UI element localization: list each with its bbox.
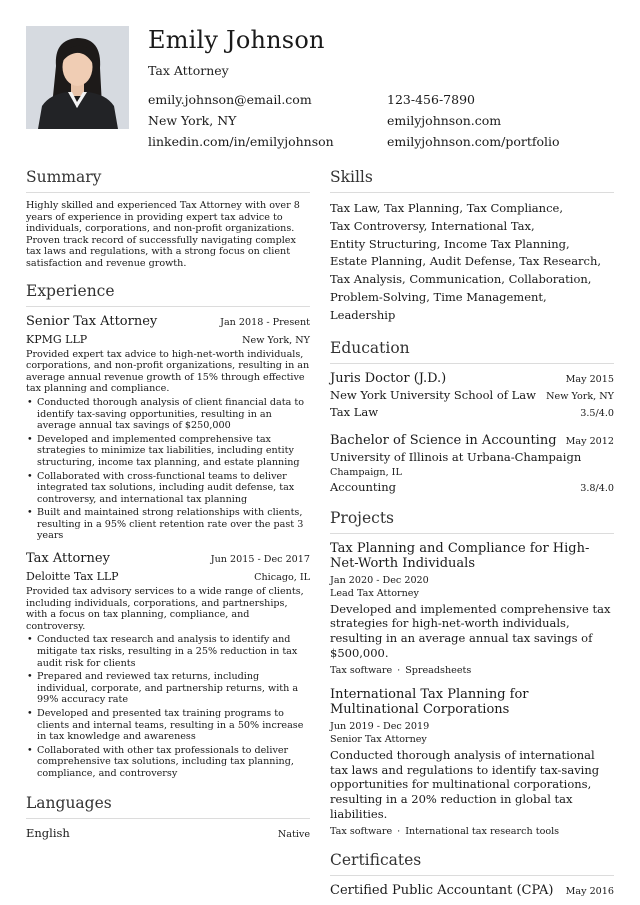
skill-separator: ,: [587, 272, 592, 287]
right-column: [330, 168, 614, 898]
project-role: Lead Tax Attorney: [330, 587, 419, 599]
skill-item: Collaboration: [508, 272, 588, 287]
project-tag: Tax software: [330, 825, 393, 837]
job-bullet: • Collaborated with cross-functional teams to deliver integrated tax solutions, including audit defense, tax controversy, and international tax planning: [26, 471, 310, 506]
education-gpa: 3.5/4.0: [580, 407, 614, 419]
education-degree: Bachelor of Science in Accounting: [330, 432, 557, 448]
education-location: New York, NY: [546, 390, 614, 402]
language-name: English: [26, 825, 70, 840]
phone-number[interactable]: 123-456-7890: [387, 92, 475, 107]
skills-heading: Skills: [330, 168, 614, 193]
certificate-row: [330, 883, 614, 898]
project-tag: International tax research tools: [405, 825, 560, 837]
portfolio-link[interactable]: emilyjohnson.com/portfolio: [387, 134, 560, 149]
job-bullet: • Developed and presented tax training programs to clients and internal teams, resulting in a 50% increase in tax knowledge and awareness: [26, 708, 310, 743]
project-description: Developed and implemented comprehensive tax strategies for high-net-worth individuals, resulting in an average annual tax savings of $500,000.: [330, 601, 611, 660]
candidate-name: Emily Johnson: [148, 26, 325, 54]
project-dates: Jan 2020 - Dec 2020: [330, 574, 429, 586]
skill-separator: ,: [597, 254, 602, 269]
skill-item: Entity Structuring: [330, 236, 437, 251]
job-bullet: • Collaborated with other tax professionals to deliver comprehensive tax solutions, including tax planning, compliance, and controversy: [26, 745, 310, 780]
skill-separator: ,: [376, 201, 385, 215]
job-bullets: [26, 634, 310, 779]
skill-separator: ,: [402, 272, 410, 287]
skill-item: Estate Planning: [330, 254, 423, 269]
language-level: Native: [277, 828, 310, 840]
job-company: KPMG LLP: [26, 332, 88, 346]
job-bullet: • Conducted thorough analysis of client financial data to identify tax-saving opportunities, resulting in an average annual tax savings of $250,000: [26, 397, 310, 432]
job-location: New York, NY: [242, 334, 310, 346]
education-date: May 2015: [565, 373, 614, 385]
skill-item: Tax Controversy: [330, 218, 424, 233]
education-heading: Education: [330, 339, 614, 364]
summary-heading: Summary: [26, 168, 310, 193]
skill-item: Communication: [409, 272, 502, 287]
certificates-heading: Certificates: [330, 851, 614, 876]
certificate-name: Certified Public Accountant (CPA): [330, 882, 554, 898]
project-tags: Tax software · International tax research tools: [330, 825, 560, 837]
skill-separator: ,: [531, 218, 535, 233]
job-entry: [26, 314, 310, 543]
profile-photo-illustration: [26, 26, 129, 129]
skill-separator: ,: [559, 201, 563, 215]
profile-photo: [26, 26, 129, 129]
job-company: Deloitte Tax LLP: [26, 570, 119, 584]
skill-separator: ,: [426, 289, 434, 304]
project-description: Conducted thorough analysis of international tax laws and regulations to identify tax-saving opportunities for multinational corporations, resulting in a 20% reduction in global tax liabilities.: [330, 747, 600, 821]
education-gpa: 3.8/4.0: [580, 482, 614, 494]
job-title: Senior Tax Attorney: [26, 313, 158, 329]
job-title: Tax Attorney: [26, 551, 110, 567]
languages-heading: Languages: [26, 794, 310, 819]
education-school: University of Illinois at Urbana-Champaign: [330, 449, 582, 464]
email-link[interactable]: emily.johnson@email.com: [148, 92, 312, 107]
summary-text: Highly skilled and experienced Tax Attorney with over 8 years of experience in providing expert tax advice to individuals, corporations, and non-profit organizations. Proven track record of successfully navigating complex tax laws and regulations, with a strong focus on client satisfaction and revenue growth.: [26, 200, 300, 269]
project-title: Tax Planning and Compliance for High-Net-Worth Individuals: [330, 540, 590, 572]
education-degree: Juris Doctor (J.D.): [330, 370, 447, 386]
job-dates: Jan 2018 - Present: [220, 316, 310, 328]
education-field: Tax Law: [330, 404, 379, 419]
project-tags: Tax software · Spreadsheets: [330, 664, 472, 676]
education-location: Champaign, IL: [330, 466, 402, 478]
skill-item: Leadership: [330, 307, 396, 322]
project-entry: [330, 687, 614, 837]
job-bullets: [26, 397, 310, 542]
project-role: Senior Tax Attorney: [330, 733, 427, 745]
location-text: New York, NY: [148, 113, 237, 128]
skill-item: Tax Compliance: [466, 201, 560, 215]
job-dates: Jun 2015 - Dec 2017: [210, 554, 310, 566]
job-description: Provided expert tax advice to high-net-worth individuals, corporations, and non-profit organizations, resulting in an average annual revenue growth of 15% through effective tax planning and compliance.: [26, 348, 310, 395]
education-field: Accounting: [330, 479, 396, 494]
job-bullet: • Developed and implemented comprehensive tax strategies to minimize tax liabilities, including entity structuring, income tax planning, and estate planning: [26, 434, 310, 469]
skill-item: Tax Analysis: [330, 272, 402, 287]
website-link[interactable]: emilyjohnson.com: [387, 113, 502, 128]
experience-heading: Experience: [26, 282, 310, 307]
education-entry: [330, 371, 614, 420]
job-location: Chicago, IL: [254, 572, 310, 584]
project-title: International Tax Planning for Multinational Corporations: [330, 686, 529, 718]
candidate-role: Tax Attorney: [148, 63, 229, 78]
skill-separator: ,: [423, 218, 431, 233]
project-dates: Jun 2019 - Dec 2019: [330, 720, 430, 732]
skill-separator: ,: [501, 272, 509, 287]
project-tag: Spreadsheets: [405, 664, 472, 676]
skill-separator: ,: [436, 236, 445, 251]
job-description: Provided tax advisory services to a wide range of clients, including individuals, corporations, and partnerships, with a focus on tax planning, compliance, and controversy.: [26, 586, 304, 632]
skill-separator: ,: [566, 236, 570, 251]
skill-item: International Tax: [430, 218, 532, 233]
education-school: New York University School of Law: [330, 387, 537, 402]
education-entry: [330, 433, 614, 495]
project-tag: Tax software: [330, 664, 393, 676]
skill-item: Tax Law: [330, 201, 377, 215]
skill-separator: ,: [422, 254, 430, 269]
skill-item: Income Tax Planning: [444, 236, 567, 251]
skill-item: Tax Planning: [384, 201, 460, 215]
linkedin-link[interactable]: linkedin.com/in/emilyjohnson: [148, 134, 334, 149]
skill-item: Problem-Solving: [330, 289, 427, 304]
skill-item: Audit Defense: [429, 254, 512, 269]
left-column: [26, 168, 310, 841]
language-row: [26, 826, 310, 841]
job-entry: [26, 551, 310, 780]
certificate-date: May 2016: [565, 885, 614, 897]
job-bullet: • Prepared and reviewed tax returns, including individual, corporate, and partnership returns, with a 99% accuracy rate: [26, 671, 310, 706]
skill-separator: ,: [543, 289, 547, 304]
skill-item: Time Management: [433, 289, 544, 304]
skill-separator: ,: [459, 201, 467, 215]
skill-item: Tax Research: [519, 254, 598, 269]
project-entry: [330, 541, 614, 676]
projects-heading: Projects: [330, 509, 614, 534]
education-date: May 2012: [565, 435, 614, 447]
job-bullet: • Conducted tax research and analysis to identify and mitigate tax risks, resulting in a 25% reduction in tax audit risk for clients: [26, 634, 310, 669]
skills-list: [330, 200, 614, 325]
job-bullet: • Built and maintained strong relationships with clients, resulting in a 95% client retention rate over the past 3 years: [26, 507, 310, 542]
skill-separator: ,: [511, 254, 520, 269]
